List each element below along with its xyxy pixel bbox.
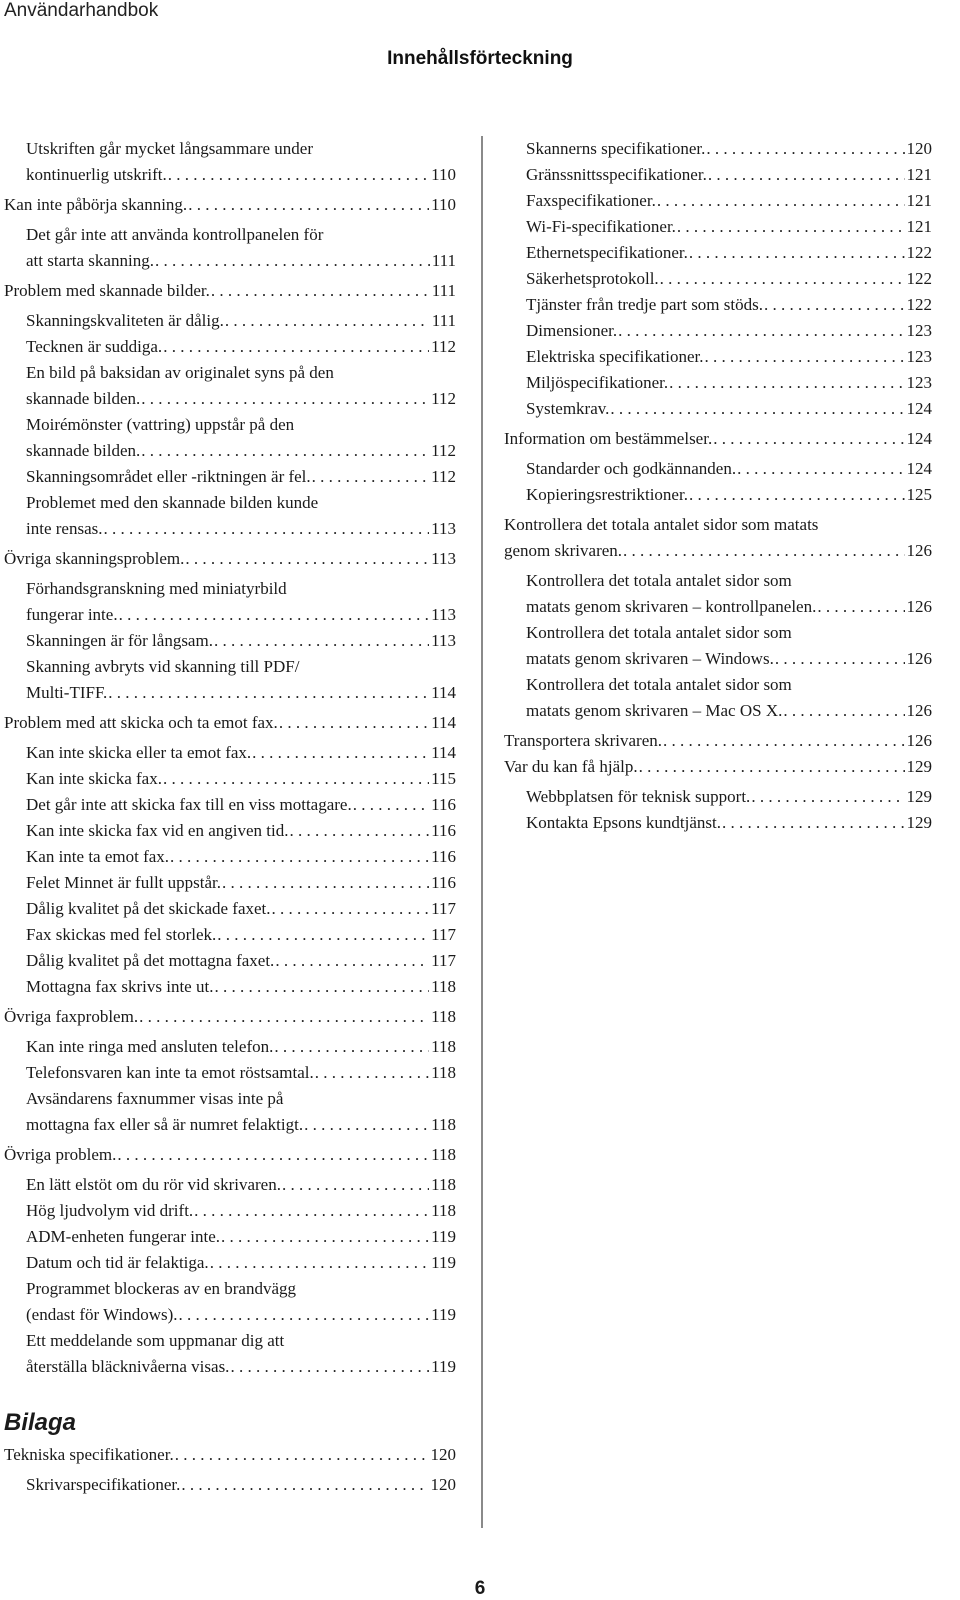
toc-entry[interactable] bbox=[504, 512, 932, 564]
toc-entry[interactable] bbox=[504, 162, 932, 188]
toc-page-number: 120 bbox=[430, 1445, 456, 1464]
dot-leader bbox=[216, 922, 429, 948]
toc-entry[interactable] bbox=[4, 136, 456, 188]
toc-page-number: 124 bbox=[906, 459, 932, 478]
toc-entry[interactable] bbox=[4, 974, 456, 1000]
running-header: Användarhandbok bbox=[4, 0, 159, 21]
toc-left-entries bbox=[4, 136, 456, 1380]
toc-entry[interactable] bbox=[504, 318, 932, 344]
toc-entry[interactable] bbox=[4, 654, 456, 706]
toc-entry-title: Kontrollera det totala antalet sidor som matats bbox=[504, 515, 819, 534]
toc-entry-title: Kan inte skicka fax. bbox=[26, 769, 162, 788]
toc-entry-title: Övriga problem. bbox=[4, 1145, 117, 1164]
dot-leader bbox=[659, 266, 905, 292]
toc-page-number: 119 bbox=[431, 1253, 456, 1272]
dot-leader bbox=[721, 810, 904, 836]
toc-page-number: 116 bbox=[431, 821, 456, 840]
toc-left-column bbox=[4, 136, 456, 1498]
appendix-heading: Bilaga bbox=[4, 1409, 77, 1436]
toc-entry-title: Telefonsvaren kan inte ta emot röstsamtal. bbox=[26, 1063, 314, 1082]
toc-page-number: 111 bbox=[431, 311, 456, 330]
toc-page-number: 123 bbox=[906, 321, 932, 340]
toc-page-number: 110 bbox=[431, 195, 456, 214]
dot-leader bbox=[224, 308, 430, 334]
toc-page-number: 118 bbox=[431, 1201, 456, 1220]
toc-entry-title: Standarder och godkännanden. bbox=[526, 459, 737, 478]
toc-entry-title: Elektriska specifikationer. bbox=[526, 347, 704, 366]
toc-page-number: 126 bbox=[906, 701, 932, 720]
toc-page-number: 111 bbox=[431, 281, 456, 300]
toc-page-number: 115 bbox=[431, 769, 456, 788]
toc-entry-title: Problem med skannade bilder. bbox=[4, 281, 210, 300]
toc-entry-title: Hög ljudvolym vid drift. bbox=[26, 1201, 194, 1220]
dot-leader bbox=[251, 740, 429, 766]
toc-page-number: 126 bbox=[906, 597, 932, 616]
toc-entry[interactable] bbox=[4, 278, 456, 304]
toc-entry-title: återställa bläcknivåerna visas. bbox=[26, 1357, 230, 1376]
toc-entry-title: Övriga faxproblem. bbox=[4, 1007, 139, 1026]
toc-entry[interactable] bbox=[504, 784, 932, 810]
toc-page-number: 113 bbox=[431, 605, 456, 624]
dot-leader bbox=[750, 784, 904, 810]
dot-leader bbox=[273, 1034, 429, 1060]
toc-entry[interactable] bbox=[504, 370, 932, 396]
toc-entry[interactable] bbox=[4, 710, 456, 736]
toc-entry[interactable] bbox=[504, 344, 932, 370]
toc-entry[interactable] bbox=[4, 870, 456, 896]
toc-right-column bbox=[504, 136, 932, 836]
toc-entry-title: Fax skickas med fel storlek. bbox=[26, 925, 217, 944]
toc-entry-title: Kopieringsrestriktioner. bbox=[526, 485, 688, 504]
toc-entry-title: Problem med att skicka och ta emot fax. bbox=[4, 713, 278, 732]
toc-appendix-entries bbox=[4, 1442, 456, 1498]
toc-entry[interactable] bbox=[504, 810, 932, 836]
toc-page-number: 126 bbox=[906, 731, 932, 750]
toc-entry-title: Kontrollera det totala antalet sidor som bbox=[526, 571, 792, 590]
toc-entry-title: Kontrollera det totala antalet sidor som bbox=[526, 675, 792, 694]
toc-entry-title: ADM-enheten fungerar inte. bbox=[26, 1227, 221, 1246]
dot-leader bbox=[180, 1472, 428, 1498]
dot-leader bbox=[184, 546, 429, 572]
dot-leader bbox=[622, 538, 904, 564]
toc-entry[interactable] bbox=[4, 1472, 456, 1498]
dot-leader bbox=[704, 344, 905, 370]
toc-entry-title: En lätt elstöt om du rör vid skrivaren. bbox=[26, 1175, 281, 1194]
dot-leader bbox=[140, 386, 429, 412]
toc-entry[interactable] bbox=[504, 728, 932, 754]
toc-page-number: 117 bbox=[431, 925, 456, 944]
toc-entry[interactable] bbox=[504, 266, 932, 292]
toc-page-number: 118 bbox=[431, 1175, 456, 1194]
toc-entry-title: Kan inte ringa med ansluten telefon. bbox=[26, 1037, 274, 1056]
toc-page-number: 122 bbox=[906, 243, 932, 262]
toc-page-number: 113 bbox=[431, 631, 456, 650]
toc-entry-title: inte rensas. bbox=[26, 519, 103, 538]
toc-entry[interactable] bbox=[504, 240, 932, 266]
toc-page-number: 122 bbox=[906, 295, 932, 314]
dot-leader bbox=[782, 698, 904, 724]
dot-leader bbox=[763, 292, 905, 318]
toc-page-number: 125 bbox=[906, 485, 932, 504]
dot-leader bbox=[352, 792, 429, 818]
toc-page-number: 114 bbox=[431, 683, 456, 702]
toc-entry[interactable] bbox=[4, 922, 456, 948]
dot-leader bbox=[314, 1060, 429, 1086]
toc-entry[interactable] bbox=[504, 456, 932, 482]
toc-entry-title: Kan inte ta emot fax. bbox=[26, 847, 170, 866]
toc-page-number: 126 bbox=[906, 649, 932, 668]
toc-entry-title: genom skrivaren. bbox=[504, 541, 623, 560]
toc-entry-title: skannade bilden. bbox=[26, 389, 141, 408]
toc-page-number: 126 bbox=[906, 541, 932, 560]
toc-entry[interactable] bbox=[4, 334, 456, 360]
toc-entry-title: Datum och tid är felaktiga. bbox=[26, 1253, 209, 1272]
toc-entry-title: Skanningskvaliteten är dålig. bbox=[26, 311, 224, 330]
toc-entry-title: Skanningsområdet eller -riktningen är fel. bbox=[26, 467, 311, 486]
toc-entry[interactable] bbox=[4, 628, 456, 654]
dot-leader bbox=[140, 438, 429, 464]
toc-entry-title: Tjänster från tredje part som stöds. bbox=[526, 295, 763, 314]
toc-entry-title: Dålig kvalitet på det mottagna faxet. bbox=[26, 951, 275, 970]
dot-leader bbox=[116, 1142, 429, 1168]
toc-page-number: 124 bbox=[906, 399, 932, 418]
dot-leader bbox=[774, 646, 905, 672]
toc-entry[interactable] bbox=[4, 1172, 456, 1198]
toc-entry-title: Tecknen är suddiga. bbox=[26, 337, 163, 356]
toc-entry-title: Tekniska specifikationer. bbox=[4, 1445, 174, 1464]
page-number: 6 bbox=[474, 1578, 486, 1599]
toc-page-number: 119 bbox=[431, 1357, 456, 1376]
toc-entry[interactable] bbox=[4, 546, 456, 572]
dot-leader bbox=[736, 456, 904, 482]
dot-leader bbox=[609, 396, 904, 422]
dot-leader bbox=[656, 188, 905, 214]
toc-entry-title: Ett meddelande som uppmanar dig att bbox=[26, 1331, 285, 1350]
dot-leader bbox=[102, 516, 429, 542]
toc-entry-title: Systemkrav. bbox=[526, 399, 610, 418]
toc-entry[interactable] bbox=[504, 754, 932, 780]
toc-entry-title: Problemet med den skannade bilden kunde bbox=[26, 493, 319, 512]
toc-entry[interactable] bbox=[4, 1442, 456, 1468]
toc-entry-title: matats genom skrivaren – kontrollpanelen. bbox=[526, 597, 817, 616]
toc-entry-title: Gränssnittsspecifikationer. bbox=[526, 165, 707, 184]
toc-entry-title: Programmet blockeras av en brandvägg bbox=[26, 1279, 297, 1298]
toc-page-number: 116 bbox=[431, 873, 456, 892]
toc-entry[interactable] bbox=[4, 1086, 456, 1138]
toc-entry-title: Mottagna fax skrivs inte ut. bbox=[26, 977, 214, 996]
dot-leader bbox=[662, 728, 905, 754]
toc-entry[interactable] bbox=[4, 818, 456, 844]
toc-entry-title: (endast för Windows). bbox=[26, 1305, 178, 1324]
dot-leader bbox=[638, 754, 905, 780]
toc-page-number: 112 bbox=[431, 389, 456, 408]
dot-leader bbox=[220, 1224, 429, 1250]
dot-leader bbox=[816, 594, 904, 620]
toc-entry-title: Transportera skrivaren. bbox=[504, 731, 662, 750]
toc-entry-title: Kontrollera det totala antalet sidor som bbox=[526, 623, 792, 642]
dot-leader bbox=[274, 948, 429, 974]
toc-page-number: 120 bbox=[906, 139, 932, 158]
toc-entry[interactable] bbox=[4, 1034, 456, 1060]
dot-leader bbox=[281, 1172, 429, 1198]
dot-leader bbox=[174, 1442, 429, 1468]
dot-leader bbox=[712, 426, 904, 452]
toc-entry-title: fungerar inte. bbox=[26, 605, 118, 624]
toc-page-number: 121 bbox=[906, 217, 932, 236]
toc-page-number: 118 bbox=[431, 977, 456, 996]
toc-entry-title: Multi-TIFF. bbox=[26, 683, 108, 702]
dot-leader bbox=[278, 710, 429, 736]
toc-entry[interactable] bbox=[4, 948, 456, 974]
dot-leader bbox=[676, 214, 905, 240]
toc-entry-title: Övriga skanningsproblem. bbox=[4, 549, 185, 568]
toc-entry[interactable] bbox=[4, 844, 456, 870]
toc-entry-title: Felet Minnet är fullt uppstår. bbox=[26, 873, 221, 892]
toc-entry[interactable] bbox=[4, 222, 456, 274]
dot-leader bbox=[617, 318, 904, 344]
toc-entry-title: matats genom skrivaren – Windows. bbox=[526, 649, 774, 668]
toc-entry-title: Moirémönster (vattring) uppstår på den bbox=[26, 415, 295, 434]
toc-page-number: 116 bbox=[431, 795, 456, 814]
dot-leader bbox=[229, 1354, 429, 1380]
dot-leader bbox=[668, 370, 904, 396]
toc-entry-title: Faxspecifikationer. bbox=[526, 191, 656, 210]
toc-entry[interactable] bbox=[4, 360, 456, 412]
dot-leader bbox=[271, 896, 430, 922]
toc-entry[interactable] bbox=[4, 1142, 456, 1168]
toc-page-number: 121 bbox=[906, 191, 932, 210]
toc-entry-title: Dålig kvalitet på det skickade faxet. bbox=[26, 899, 271, 918]
dot-leader bbox=[288, 818, 429, 844]
toc-entry-title: Skanning avbryts vid skanning till PDF/ bbox=[26, 657, 300, 676]
toc-entry[interactable] bbox=[4, 766, 456, 792]
toc-page-number: 119 bbox=[431, 1227, 456, 1246]
toc-entry[interactable] bbox=[504, 482, 932, 508]
dot-leader bbox=[688, 482, 905, 508]
toc-entry-title: En bild på baksidan av originalet syns på den bbox=[26, 363, 334, 382]
toc-entry-title: Det går inte att använda kontrollpanelen för bbox=[26, 225, 324, 244]
toc-entry-title: Det går inte att skicka fax till en viss mottagare. bbox=[26, 795, 352, 814]
dot-leader bbox=[688, 240, 905, 266]
toc-entry[interactable] bbox=[4, 490, 456, 542]
toc-entry[interactable] bbox=[4, 1250, 456, 1276]
toc-entry-title: Ethernetspecifikationer. bbox=[526, 243, 688, 262]
toc-entry[interactable] bbox=[4, 1328, 456, 1380]
toc-entry[interactable] bbox=[4, 308, 456, 334]
toc-entry-title: Kan inte skicka fax vid en angiven tid. bbox=[26, 821, 289, 840]
toc-page-number: 114 bbox=[431, 713, 456, 732]
toc-entry[interactable] bbox=[504, 672, 932, 724]
toc-entry[interactable] bbox=[504, 620, 932, 672]
toc-page-number: 114 bbox=[431, 743, 456, 762]
toc-page-number: 129 bbox=[906, 813, 932, 832]
toc-page-number: 113 bbox=[431, 549, 456, 568]
dot-leader bbox=[187, 192, 429, 218]
dot-leader bbox=[178, 1302, 430, 1328]
dot-leader bbox=[311, 464, 429, 490]
toc-entry-title: Förhandsgranskning med miniatyrbild bbox=[26, 579, 287, 598]
toc-entry-title: Kan inte påbörja skanning. bbox=[4, 195, 188, 214]
toc-entry-title: Miljöspecifikationer. bbox=[526, 373, 669, 392]
toc-page-number: 112 bbox=[431, 467, 456, 486]
toc-page-number: 113 bbox=[431, 519, 456, 538]
toc-entry-title: Avsändarens faxnummer visas inte på bbox=[26, 1089, 284, 1108]
toc-page-number: 117 bbox=[431, 899, 456, 918]
toc-page-number: 117 bbox=[431, 951, 456, 970]
toc-page-number: 112 bbox=[431, 337, 456, 356]
dot-leader bbox=[213, 628, 429, 654]
toc-entry[interactable] bbox=[4, 1004, 456, 1030]
toc-page-number: 118 bbox=[431, 1037, 456, 1056]
toc-page-number: 118 bbox=[431, 1063, 456, 1082]
dot-leader bbox=[169, 844, 429, 870]
toc-entry-title: Säkerhetsprotokoll. bbox=[526, 269, 659, 288]
toc-entry-title: Skannerns specifikationer. bbox=[526, 139, 706, 158]
toc-entry-title: matats genom skrivaren – Mac OS X. bbox=[526, 701, 783, 720]
toc-entry[interactable] bbox=[504, 214, 932, 240]
dot-leader bbox=[118, 602, 430, 628]
toc-entry[interactable] bbox=[4, 412, 456, 464]
dot-leader bbox=[167, 162, 429, 188]
toc-entry[interactable] bbox=[504, 568, 932, 620]
toc-page-number: 116 bbox=[431, 847, 456, 866]
column-divider bbox=[481, 136, 483, 1528]
toc-entry-title: Kan inte skicka eller ta emot fax. bbox=[26, 743, 252, 762]
toc-entry[interactable] bbox=[4, 1224, 456, 1250]
toc-entry[interactable] bbox=[4, 576, 456, 628]
toc-page-number: 129 bbox=[906, 787, 932, 806]
toc-page-number: 123 bbox=[906, 347, 932, 366]
toc-page-number: 122 bbox=[906, 269, 932, 288]
toc-entry-title: Kontakta Epsons kundtjänst. bbox=[526, 813, 722, 832]
toc-entry-title: att starta skanning. bbox=[26, 251, 154, 270]
toc-entry[interactable] bbox=[4, 464, 456, 490]
toc-entry-title: Information om bestämmelser. bbox=[504, 429, 713, 448]
toc-page-number: 112 bbox=[431, 441, 456, 460]
toc-entry[interactable] bbox=[4, 1276, 456, 1328]
dot-leader bbox=[303, 1112, 429, 1138]
toc-page-number: 118 bbox=[431, 1007, 456, 1026]
toc-entry[interactable] bbox=[504, 396, 932, 422]
toc-page-number: 110 bbox=[431, 165, 456, 184]
dot-leader bbox=[107, 680, 429, 706]
toc-entry-title: Wi-Fi-specifikationer. bbox=[526, 217, 676, 236]
toc-page-number: 119 bbox=[431, 1305, 456, 1324]
toc-entry[interactable] bbox=[504, 426, 932, 452]
toc-page-number: 124 bbox=[906, 429, 932, 448]
toc-right-entries bbox=[504, 136, 932, 836]
toc-entry[interactable] bbox=[504, 136, 932, 162]
dot-leader bbox=[705, 136, 904, 162]
toc-entry[interactable] bbox=[4, 1198, 456, 1224]
toc-entry-title: Utskriften går mycket långsammare under bbox=[26, 139, 314, 158]
dot-leader bbox=[707, 162, 905, 188]
toc-entry-title: Skanningen är för långsam. bbox=[26, 631, 213, 650]
toc-page-number: 118 bbox=[431, 1145, 456, 1164]
toc-entry-title: kontinuerlig utskrift. bbox=[26, 165, 167, 184]
dot-leader bbox=[138, 1004, 429, 1030]
toc-entry[interactable] bbox=[4, 896, 456, 922]
toc-page-number: 129 bbox=[906, 757, 932, 776]
toc-entry-title: Dimensioner. bbox=[526, 321, 618, 340]
toc-entry-title: Skrivarspecifikationer. bbox=[26, 1475, 181, 1494]
toc-entry-title: mottagna fax eller så är numret felaktigt. bbox=[26, 1115, 304, 1134]
toc-entry[interactable] bbox=[4, 1060, 456, 1086]
toc-entry-title: Var du kan få hjälp. bbox=[504, 757, 638, 776]
section-title: Innehållsförteckning bbox=[387, 48, 573, 69]
dot-leader bbox=[162, 766, 429, 792]
toc-page-number: 111 bbox=[431, 251, 456, 270]
dot-leader bbox=[209, 1250, 429, 1276]
toc-entry[interactable] bbox=[4, 740, 456, 766]
dot-leader bbox=[221, 870, 429, 896]
toc-entry[interactable] bbox=[4, 792, 456, 818]
dot-leader bbox=[210, 278, 430, 304]
dot-leader bbox=[193, 1198, 429, 1224]
dot-leader bbox=[213, 974, 429, 1000]
toc-entry[interactable] bbox=[504, 292, 932, 318]
toc-page-number: 120 bbox=[430, 1475, 456, 1494]
dot-leader bbox=[162, 334, 429, 360]
toc-entry-title: skannade bilden. bbox=[26, 441, 141, 460]
toc-page-number: 118 bbox=[431, 1115, 456, 1134]
toc-entry-title: Webbplatsen för teknisk support. bbox=[526, 787, 751, 806]
toc-page-number: 123 bbox=[906, 373, 932, 392]
toc-page-number: 121 bbox=[906, 165, 932, 184]
dot-leader bbox=[154, 248, 430, 274]
toc-entry[interactable] bbox=[504, 188, 932, 214]
toc-entry[interactable] bbox=[4, 192, 456, 218]
